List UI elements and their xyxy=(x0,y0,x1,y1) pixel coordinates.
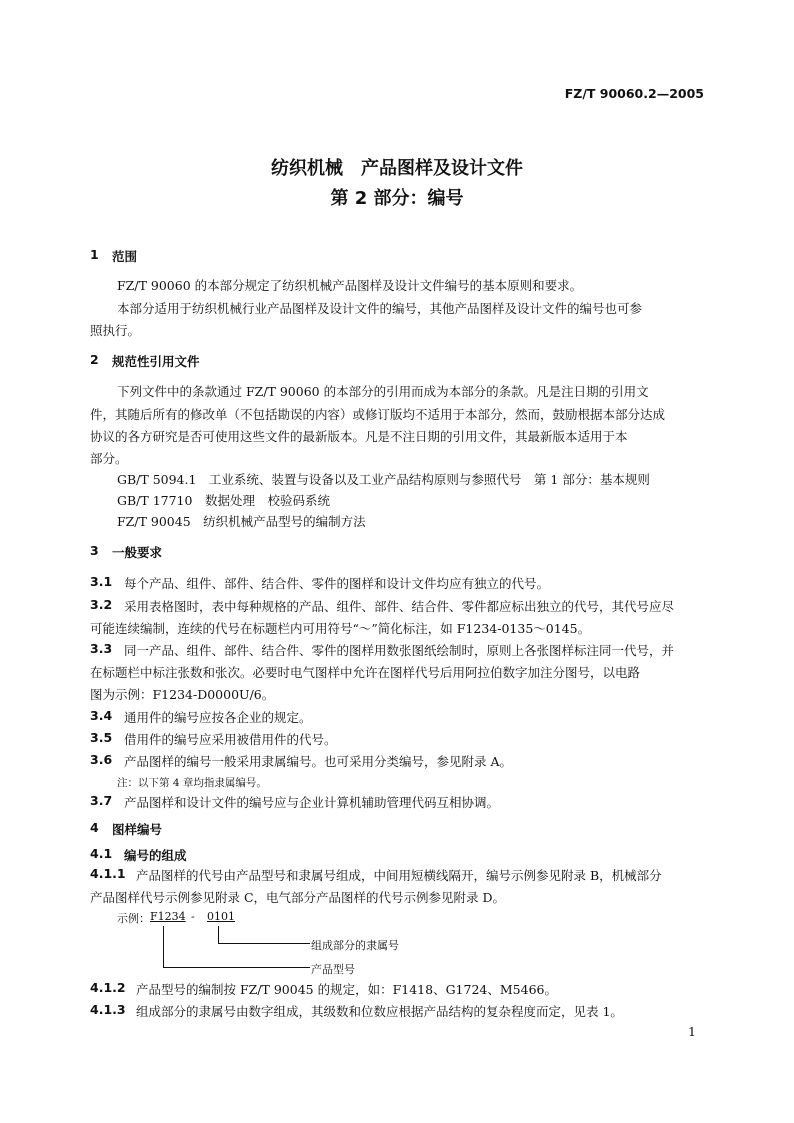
callout-line-vertical xyxy=(218,926,219,944)
section-4-heading: 图样编号 xyxy=(112,822,163,837)
standard-code: FZ/T 90060.2—2005 xyxy=(564,86,704,101)
clause-text: 采用表格图时，表中每种规格的产品、组件、部件、结合件、零件都应标出独立的代号，其代号应尽 xyxy=(124,599,675,614)
callout-subordinate-label: 组成部分的隶属号 xyxy=(311,939,399,952)
clause-text: 产品图样的编号一般采用隶属编号。也可采用分类编号，参见附录 A。 xyxy=(124,754,513,769)
callout-line-vertical xyxy=(163,926,164,968)
reference-item: GB/T 5094.1 工业系统、装置与设备以及工业产品结构原则与参照代号 第 1 部分：基本规则 xyxy=(117,472,650,487)
clause-number: 3.3 xyxy=(90,641,113,656)
clause-number: 4.1.2 xyxy=(90,980,126,995)
document-title: 纺织机械 产品图样及设计文件 xyxy=(271,158,523,179)
paragraph: 照执行。 xyxy=(90,323,141,338)
section-3-number: 3 xyxy=(90,543,99,558)
reference-item: GB/T 17710 数据处理 校验码系统 xyxy=(117,493,330,508)
clause-number: 3.2 xyxy=(90,597,113,612)
subsection-number: 4.1 xyxy=(90,846,113,861)
clause-number: 4.1.3 xyxy=(90,1002,126,1017)
paragraph: FZ/T 90060 的本部分规定了纺织机械产品图样及设计文件编号的基本原则和要求。 xyxy=(117,278,583,293)
clause-text: 借用件的编号应采用被借用件的代号。 xyxy=(124,732,337,747)
callout-model-label: 产品型号 xyxy=(311,963,355,976)
paragraph: 协议的各方研究是否可使用这些文件的最新版本。凡是不注日期的引用文件，其最新版本适用于本 xyxy=(90,429,628,444)
reference-item: FZ/T 90045 纺织机械产品型号的编制方法 xyxy=(117,514,366,529)
page-number: 1 xyxy=(688,1024,696,1039)
clause-text: 组成部分的隶属号由数字组成，其级数和位数应根据产品结构的复杂程度而定，见表 1。 xyxy=(136,1004,623,1019)
paragraph: 部分。 xyxy=(90,451,128,466)
clause-number: 3.4 xyxy=(90,708,113,723)
example-product-model: F1234 xyxy=(150,910,186,923)
clause-text: 在标题栏中标注张数和张次。必要时电气图样中允许在图样代号后用阿拉伯数字加注分图号，以电路 xyxy=(90,665,641,680)
section-2-number: 2 xyxy=(90,352,99,367)
document-subtitle: 第 2 部分：编号 xyxy=(330,188,464,209)
section-2-heading: 规范性引用文件 xyxy=(112,354,200,369)
clause-number: 3.6 xyxy=(90,752,113,767)
clause-number: 3.7 xyxy=(90,793,113,808)
clause-text: 产品图样的代号由产品型号和隶属号组成，中间用短横线隔开，编号示例参见附录 B，机械部分 xyxy=(136,868,662,883)
clause-text: 图为示例：F1234-D0000U/6。 xyxy=(90,687,275,702)
paragraph: 下列文件中的条款通过 FZ/T 90060 的本部分的引用而成为本部分的条款。凡是注日期的引用文 xyxy=(117,384,649,399)
clause-text: 产品图样代号示例参见附录 C，电气部分产品图样的代号示例参见附录 D。 xyxy=(90,890,506,905)
callout-line-horizontal xyxy=(163,967,310,968)
clause-text: 可能连续编制，连续的代号在标题栏内可用符号“～”简化标注，如 F1234-0135～0145。 xyxy=(90,621,591,636)
section-1-number: 1 xyxy=(90,247,99,262)
section-4-number: 4 xyxy=(90,820,99,835)
section-3-heading: 一般要求 xyxy=(112,545,163,560)
clause-text: 产品图样和设计文件的编号应与企业计算机辅助管理代码互相协调。 xyxy=(124,795,500,810)
example-dash: - xyxy=(191,910,195,923)
clause-text: 通用件的编号应按各企业的规定。 xyxy=(124,710,312,725)
note: 注：以下第 4 章均指隶属编号。 xyxy=(117,777,267,789)
clause-number: 3.5 xyxy=(90,730,113,745)
paragraph: 件，其随后所有的修改单（不包括勘误的内容）或修订版均不适用于本部分，然而，鼓励根据本部分达成 xyxy=(90,407,666,422)
clause-text: 同一产品、组件、部件、结合件、零件的图样用数张图纸绘制时，原则上各张图样标注同一代号，并 xyxy=(124,643,675,658)
example-label: 示例： xyxy=(117,912,150,925)
clause-text: 每个产品、组件、部件、结合件、零件的图样和设计文件均应有独立的代号。 xyxy=(124,576,550,591)
clause-number: 4.1.1 xyxy=(90,866,126,881)
paragraph: 本部分适用于纺织机械行业产品图样及设计文件的编号，其他产品图样及设计文件的编号也可参 xyxy=(117,301,643,316)
section-1-heading: 范围 xyxy=(112,249,138,264)
clause-text: 产品型号的编制按 FZ/T 90045 的规定，如：F1418、G1724、M5466。 xyxy=(136,982,557,997)
clause-number: 3.1 xyxy=(90,574,113,589)
callout-line-horizontal xyxy=(218,943,310,944)
subsection-heading: 编号的组成 xyxy=(124,848,187,863)
example-subordinate-code: 0101 xyxy=(207,910,235,923)
